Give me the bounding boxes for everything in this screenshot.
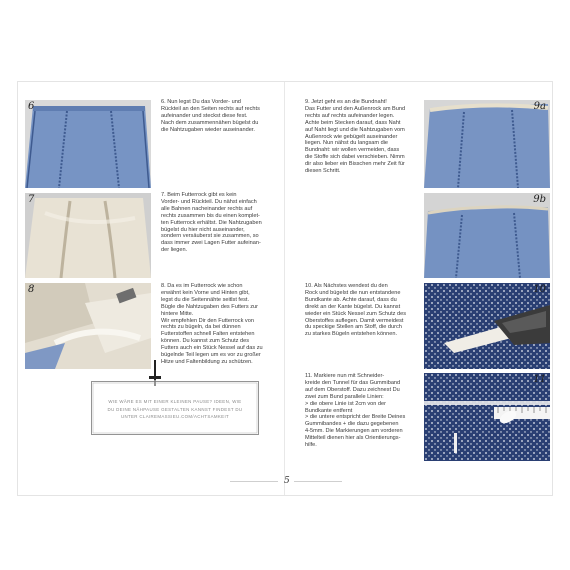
photo-step-9b	[424, 193, 550, 278]
step-7-text: 7. Beim Futterrock gibt es kein Vorder- und Rückteil. Du nähst einfach alle Bahnen nacheinander rechts auf rechts zusammen bis du einen komplet- ten Futterrock erhältst. Die Nahtzugaben bügelst du hier nicht auseinander, sondern versäuberst sie zusammen, so dass immer zwei Lagen Futter aufeinan- der liegen.	[161, 192, 262, 254]
photo-step-9a	[424, 100, 550, 188]
step-11-text: 11. Markiere nun mit Schneider- kreide den Tunnel für das Gummiband auf dem Oberstoff. Dazu zeichnest Du zwei zum Bund parallele Linien: > die obere Linie ist 2cm von der Bundkante entfernt > die untere entspricht der Breite Deines Gummibandes + die dazu gegebenen 4-5mm. Die Markierungen am vorderen Mittelteil dienen hier als Orientierungs- hilfe.	[305, 373, 406, 449]
photo-step-7	[25, 193, 151, 278]
page-number-line-left	[230, 481, 278, 482]
photo-label: 10	[533, 284, 546, 295]
photo-step-6	[25, 100, 151, 188]
photo-step-11	[424, 373, 550, 461]
step-9-text: 9. Jetzt geht es an die Bundnaht! Das Futter und den Außenrock am Bund rechts auf rechts aufeinander legen. Achte beim Stecken darauf, dass Naht auf Naht liegt und die Nahtzugaben vom Außenrock wie gebügelt auseinander liegen. Nun nähst du langsam die Bundnaht: wir wollen vermeiden, dass die Stoffe sich dabei verschieben. Nimm dir also lieber ein Bisschen mehr Zeit für diesen Schritt.	[305, 99, 406, 175]
step-8-text: 8. Da es im Futterrock wie schon erwähnt kein Vorne und Hinten gibt, legst du die Seitennähte seitlst fest. Bügle die Nahtzugaben des Futters zur hintere Mitte. Wir empfehlen Dir den Futterrock von rechts zu bügeln, da bei dünnen Futterstoffen schnell Falten entstehen können. Du kannst zum Schutz des Futters auch ein Stück Nessel auf das zu bügelnde Teil legen um es vor zu großer Hitze und Faltenbildung zu schützen.	[161, 283, 263, 365]
photo-label: 6	[28, 101, 35, 112]
page-fold	[284, 82, 285, 495]
photo-label: 9a	[533, 101, 546, 112]
photo-label: 9b	[533, 194, 546, 205]
step-10-text: 10. Als Nächstes wendest du den Rock und bügelst die nun entstandene Bundkante ab. Achte darauf, dass du direkt an der Kante bügelst. Du kannst wieder ein Stück Nessel zum Schutz des Oberstoffes auflegen. Damit vermeidest du speckige Stellen am Stoff, die durch zu starkes Bügeln entstehen können.	[305, 283, 407, 338]
pause-note-text: WIE WÄRE ES MIT EINER KLEINEN PAUSE? IDEEN, WIE DU DEINE NÄHPAUSE GESTALTEN KANNST FINDEST DU UNTER CLAIREMASSIEU.COM/ACHTSAMKEIT	[107, 399, 243, 419]
photo-step-10	[424, 283, 550, 369]
photo-label: 11	[533, 374, 546, 385]
page-number-line-right	[294, 481, 342, 482]
step-6-text: 6. Nun legst Du das Vorder- und Rückteil an den Seiten rechts auf rechts aufeinander und steckst diese fest. Nach dem zusammennähen bügelst du die Nahtzugaben wieder auseinander.	[161, 99, 260, 133]
photo-label: 8	[28, 284, 35, 295]
photo-label: 7	[28, 194, 35, 205]
page-number: 5	[284, 476, 290, 486]
photo-step-8	[25, 283, 151, 369]
